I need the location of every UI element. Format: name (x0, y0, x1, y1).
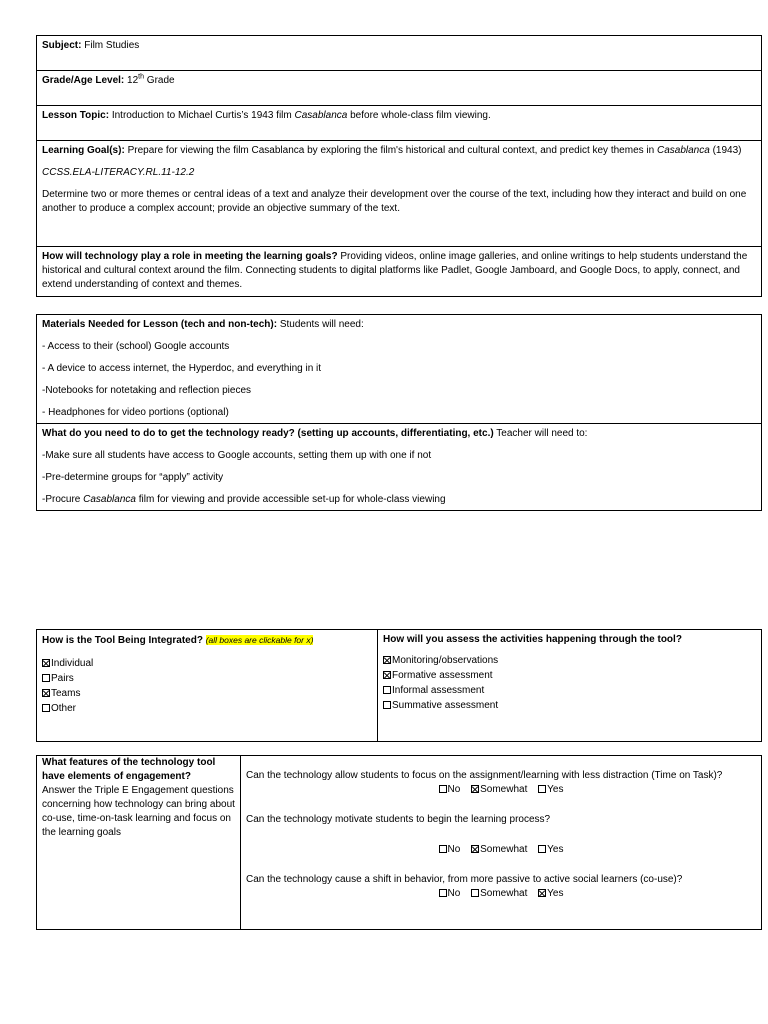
checkbox-checked-icon[interactable] (383, 656, 391, 664)
lesson-info-table (36, 35, 762, 297)
checkbox-empty-icon[interactable] (383, 701, 391, 709)
integration-option-teams[interactable] (42, 686, 372, 701)
standard-code: CCSS.ELA-LITERACY.RL.11-12.2 (42, 167, 195, 178)
grade-cell (37, 71, 762, 106)
assess-option-formative[interactable] (383, 668, 756, 683)
engagement-description: Answer the Triple E Engagement questions concerning how technology can bring about co-use, time-on-task learning and focus on the learning goals (42, 785, 235, 838)
materials-intro: Students will need: (279, 319, 364, 330)
grade-suffix: th (138, 73, 145, 81)
materials-item: - Headphones for video portions (optional) (42, 407, 229, 418)
answer-no[interactable] (439, 888, 461, 899)
integration-table (36, 629, 762, 742)
tech-prep-film-title: Casablanca (83, 494, 136, 505)
answer-label: No (447, 844, 461, 855)
goal-text: Prepare for viewing the film Casablanca by exploring the film's historical and cultural context, and predict key themes in (127, 145, 655, 156)
technology-role-text: Providing videos, online image galleries, and online writings to help students understand the historical and cultural context around the film. Connecting students to digital platforms like Padlet, Google Jamboard, and Google Docs, to apply, connect, and extend understanding of context and themes. (42, 251, 748, 290)
topic-cell (37, 106, 762, 141)
engagement-table (36, 755, 762, 930)
engagement-question: Can the technology cause a shift in behavior, from more passive to active social learners (co-use)? (246, 874, 683, 885)
materials-cell (37, 315, 762, 424)
checkbox-checked-icon[interactable] (42, 659, 50, 667)
option-label: Formative assessment (392, 670, 493, 681)
option-label: Teams (51, 688, 81, 699)
assessment-cell (378, 630, 762, 742)
engagement-question: Can the technology motivate students to begin the learning process? (246, 814, 551, 825)
tech-prep-label: What do you need to do to get the technology ready? (setting up accounts, differentiating, etc.) (42, 428, 494, 439)
checkbox-empty-icon[interactable] (471, 889, 479, 897)
topic-text-end: before whole-class film viewing. (350, 110, 491, 121)
topic-label: Lesson Topic: (42, 110, 110, 121)
checkbox-checked-icon[interactable] (471, 785, 479, 793)
learning-goal-cell (37, 141, 762, 247)
option-label: Summative assessment (392, 700, 499, 711)
integration-option-pairs[interactable] (42, 671, 372, 686)
option-label: Other (51, 703, 77, 714)
checkbox-empty-icon[interactable] (439, 785, 447, 793)
answer-label: Somewhat (480, 888, 528, 899)
answer-label: No (447, 784, 461, 795)
materials-label: Materials Needed for Lesson (tech and non-tech): (42, 319, 278, 330)
answer-label: Yes (547, 844, 564, 855)
assess-option-monitoring[interactable] (383, 653, 756, 668)
materials-item: - Access to their (school) Google accounts (42, 341, 230, 352)
integration-option-other[interactable] (42, 701, 372, 716)
grade-label: Grade/Age Level: (42, 75, 125, 86)
integration-cell (37, 630, 378, 742)
checkbox-empty-icon[interactable] (538, 785, 546, 793)
materials-item: -Notebooks for notetaking and reflection pieces (42, 385, 252, 396)
engagement-label-cell (37, 756, 241, 930)
checkbox-empty-icon[interactable] (538, 845, 546, 853)
subject-label: Subject: (42, 40, 82, 51)
technology-role-cell (37, 247, 762, 297)
checkbox-checked-icon[interactable] (538, 889, 546, 897)
tech-prep-item: -Pre-determine groups for “apply” activity (42, 472, 224, 483)
tech-prep-text-end: film for viewing and provide accessible set-up for whole-class viewing (138, 494, 446, 505)
answer-somewhat[interactable] (471, 844, 527, 855)
tech-prep-item: -Make sure all students have access to Google accounts, setting them up with one if not (42, 450, 432, 461)
option-label: Individual (51, 658, 94, 669)
checkbox-empty-icon[interactable] (383, 686, 391, 694)
tech-prep-item (42, 493, 756, 507)
answer-no[interactable] (439, 784, 461, 795)
engagement-label: What features of the technology tool have elements of engagement? (42, 757, 216, 782)
materials-table (36, 314, 762, 511)
subject-cell (37, 36, 762, 71)
topic-text: Introduction to Michael Curtis’s 1943 film (111, 110, 292, 121)
clickable-note: (all boxes are clickable for x) (205, 635, 314, 645)
answer-label: Somewhat (480, 784, 528, 795)
grade-number: 12 (127, 75, 139, 86)
checkbox-empty-icon[interactable] (42, 704, 50, 712)
option-label: Monitoring/observations (392, 655, 499, 666)
assessment-label: How will you assess the activities happening through the tool? (383, 634, 682, 645)
answer-yes[interactable] (538, 888, 563, 899)
answer-label: Somewhat (480, 844, 528, 855)
answer-no[interactable] (439, 844, 461, 855)
answer-label: No (447, 888, 461, 899)
standard-description: Determine two or more themes or central ideas of a text and analyze their development over the course of the text, including how they interact and build on one another to produce a complex account; provide an objective summary of the text. (42, 189, 747, 214)
answer-somewhat[interactable] (471, 888, 527, 899)
checkbox-empty-icon[interactable] (42, 674, 50, 682)
checkbox-empty-icon[interactable] (439, 889, 447, 897)
engagement-answer-row (246, 887, 756, 901)
technology-role-label: How will technology play a role in meeting the learning goals? (42, 251, 338, 262)
checkbox-checked-icon[interactable] (383, 671, 391, 679)
checkbox-checked-icon[interactable] (471, 845, 479, 853)
engagement-questions-cell (241, 756, 762, 930)
answer-somewhat[interactable] (471, 784, 527, 795)
engagement-question: Can the technology allow students to focus on the assignment/learning with less distraction (Time on Task)? (246, 770, 723, 781)
checkbox-empty-icon[interactable] (439, 845, 447, 853)
assess-option-informal[interactable] (383, 683, 756, 698)
answer-label: Yes (547, 888, 564, 899)
tech-prep-cell (37, 424, 762, 511)
integration-label: How is the Tool Being Integrated? (42, 635, 203, 646)
engagement-answer-row (246, 843, 756, 857)
option-label: Informal assessment (392, 685, 485, 696)
answer-yes[interactable] (538, 844, 563, 855)
answer-yes[interactable] (538, 784, 563, 795)
engagement-answer-row (246, 783, 756, 797)
checkbox-checked-icon[interactable] (42, 689, 50, 697)
answer-label: Yes (547, 784, 564, 795)
tech-prep-intro: Teacher will need to: (496, 428, 588, 439)
grade-text: Grade (146, 75, 175, 86)
integration-option-individual[interactable] (42, 656, 372, 671)
goal-film-title: Casablanca (656, 145, 710, 156)
goal-year: (1943) (712, 145, 742, 156)
goal-label: Learning Goal(s): (42, 145, 125, 156)
subject-value: Film Studies (84, 40, 140, 51)
option-label: Pairs (51, 673, 74, 684)
tech-prep-text: -Procure (42, 494, 81, 505)
topic-film-title: Casablanca (294, 110, 348, 121)
assess-option-summative[interactable] (383, 698, 756, 713)
materials-item: - A device to access internet, the Hyperdoc, and everything in it (42, 363, 322, 374)
